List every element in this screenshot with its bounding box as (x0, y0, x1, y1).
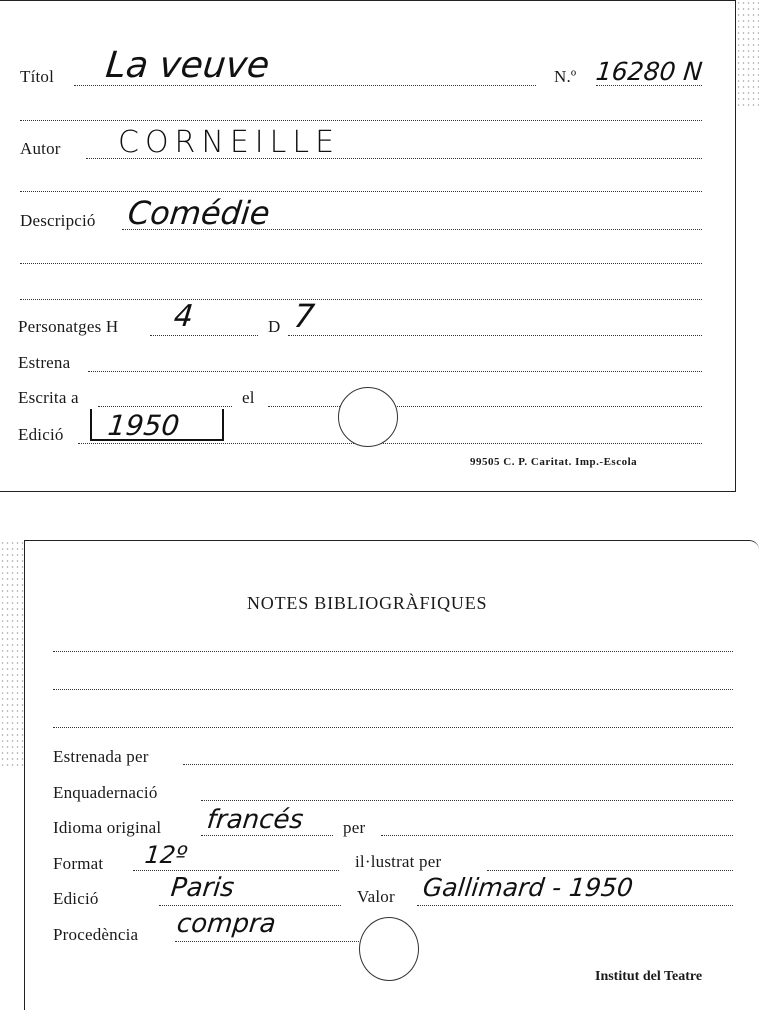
format-label: Format (53, 854, 104, 873)
personatges-label: Personatges H (18, 317, 119, 336)
procedencia-handwritten: compra (175, 909, 278, 939)
enquadernacio-label: Enquadernació (53, 783, 158, 802)
estrena-line (88, 371, 702, 372)
escrita-label: Escrita a (18, 388, 79, 407)
valor-handwritten: Gallimard - 1950 (421, 873, 635, 902)
personatges-h-line (150, 335, 258, 336)
personatges-d-label: D (268, 317, 281, 336)
procedencia-label: Procedència (53, 925, 139, 944)
blank-line (53, 689, 733, 690)
catalog-card-front (0, 0, 736, 492)
idioma-label: Idioma original (53, 818, 162, 837)
blank-line (20, 299, 702, 300)
number-label: N.º (554, 67, 577, 86)
estrenada-label: Estrenada per (53, 747, 149, 766)
escrita-line (98, 406, 232, 407)
valor-label: Valor (357, 887, 395, 906)
edicio-label: Edició (18, 425, 64, 444)
descripcio-label: Descripció (20, 211, 96, 230)
edicio-line (78, 443, 702, 444)
blank-line (53, 727, 733, 728)
per-label: per (343, 818, 366, 837)
edicio-handwritten: 1950 (106, 409, 181, 442)
blank-line (20, 120, 702, 121)
procedencia-line (175, 941, 371, 942)
blank-line (20, 263, 702, 264)
scan-noise (0, 540, 24, 770)
edicio-label: Edició (53, 889, 99, 908)
enquadernacio-line (201, 800, 733, 801)
estrena-label: Estrena (18, 353, 71, 372)
blank-line (20, 191, 702, 192)
idioma-line (201, 835, 333, 836)
autor-label: Autor (20, 139, 61, 158)
format-handwritten: 12º (143, 841, 189, 869)
punch-hole (359, 917, 419, 981)
catalog-card-back (24, 540, 759, 1010)
descripcio-handwritten: Comédie (126, 194, 272, 232)
el-line (268, 406, 702, 407)
institute-name: Institut del Teatre (595, 969, 703, 984)
estrenada-line (183, 764, 733, 765)
valor-line (417, 905, 733, 906)
titol-label: Títol (20, 67, 55, 86)
personatges-d-line (288, 335, 702, 336)
illustrat-label: il·lustrat per (355, 852, 442, 871)
titol-handwritten: La veuve (103, 45, 272, 86)
edicio-handwritten: Paris (169, 873, 236, 903)
notes-heading: NOTES BIBLIOGRÀFIQUES (247, 593, 488, 613)
el-label: el (242, 388, 255, 407)
punch-hole (338, 387, 398, 447)
illustrat-line (487, 870, 733, 871)
printer-imprint: 99505 C. P. Caritat. Imp.-Escola (470, 456, 638, 468)
per-line (381, 835, 733, 836)
idioma-handwritten: francés (205, 805, 305, 835)
blank-line (53, 651, 733, 652)
autor-handwritten: CORNEILLE (118, 125, 341, 160)
scan-noise (736, 0, 759, 110)
edicio-line (159, 905, 341, 906)
format-line (133, 870, 339, 871)
number-handwritten: 16280 N (594, 57, 704, 86)
personatges-h-handwritten: 4 (172, 299, 195, 334)
personatges-d-handwritten: 7 (292, 297, 317, 335)
